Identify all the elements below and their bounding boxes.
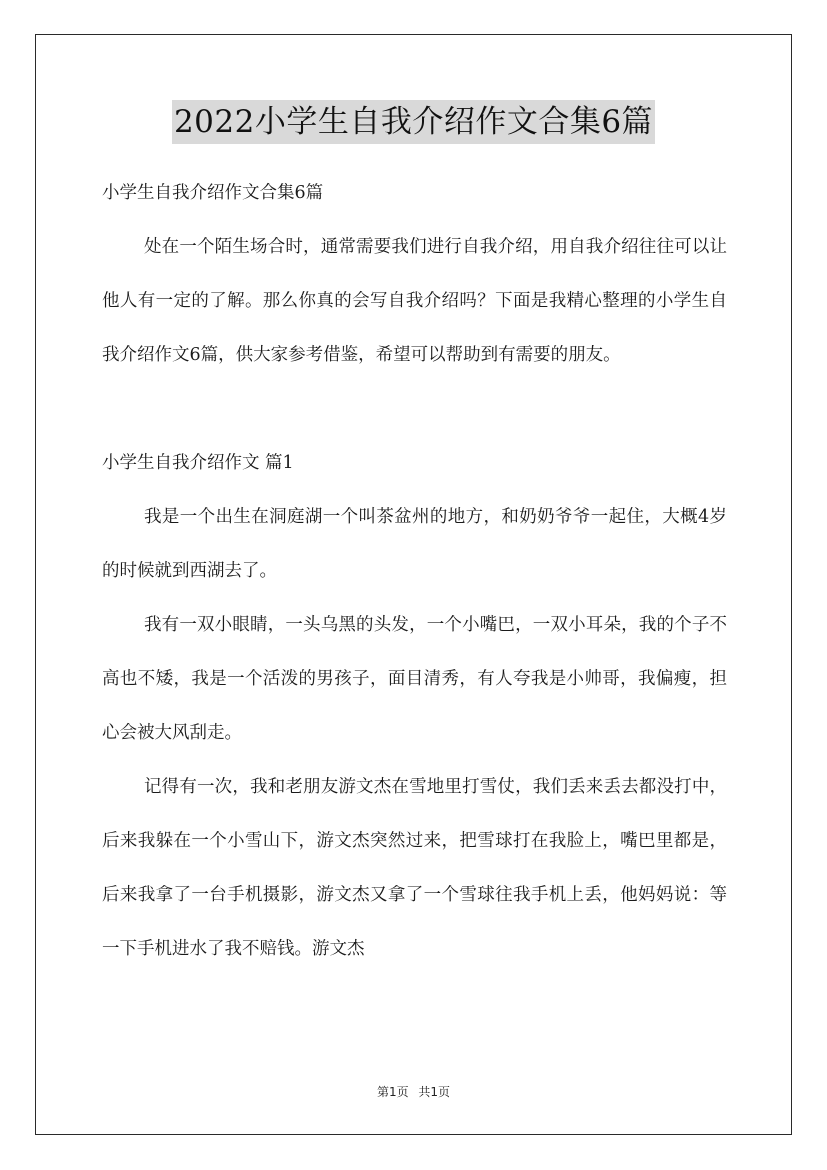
document-body (102, 166, 727, 976)
body-paragraph: 记得有一次，我和老朋友游文杰在雪地里打雪仗，我们丢来丢去都没打中，后来我躲在一个小雪山下，游文杰突然过来，把雪球打在我脸上，嘴巴里都是，后来我拿了一台手机摄影，游文杰又拿了一个雪球往我手机上丢，他妈妈说：等一下手机进水了我不赔钱。游文杰 (102, 777, 727, 959)
section-heading: 小学生自我介绍作文 篇1 (102, 453, 294, 473)
title-container (0, 100, 827, 144)
intro-paragraph: 处在一个陌生场合时，通常需要我们进行自我介绍，用自我介绍往往可以让他人有一定的了解。那么你真的会写自我介绍吗？下面是我精心整理的小学生自我介绍作文6篇，供大家参考借鉴，希望可以帮助到有需要的朋友。 (102, 237, 727, 365)
paragraph-gap (102, 382, 727, 436)
body-paragraph: 我是一个出生在洞庭湖一个叫茶盆州的地方，和奶奶爷爷一起住，大概4岁的时候就到西湖去了。 (102, 507, 727, 581)
page-total: 共1页 (418, 1085, 451, 1099)
body-paragraph: 我有一双小眼睛，一头乌黑的头发，一个小嘴巴，一双小耳朵，我的个子不高也不矮，我是一个活泼的男孩子，面目清秀，有人夸我是小帅哥，我偏瘦，担心会被大风刮走。 (102, 615, 727, 743)
document-subtitle: 小学生自我介绍作文合集6篇 (102, 183, 324, 203)
document-title: 2022小学生自我介绍作文合集6篇 (172, 100, 655, 144)
page-number: 第1页 (376, 1085, 409, 1099)
page-footer (0, 1083, 827, 1100)
